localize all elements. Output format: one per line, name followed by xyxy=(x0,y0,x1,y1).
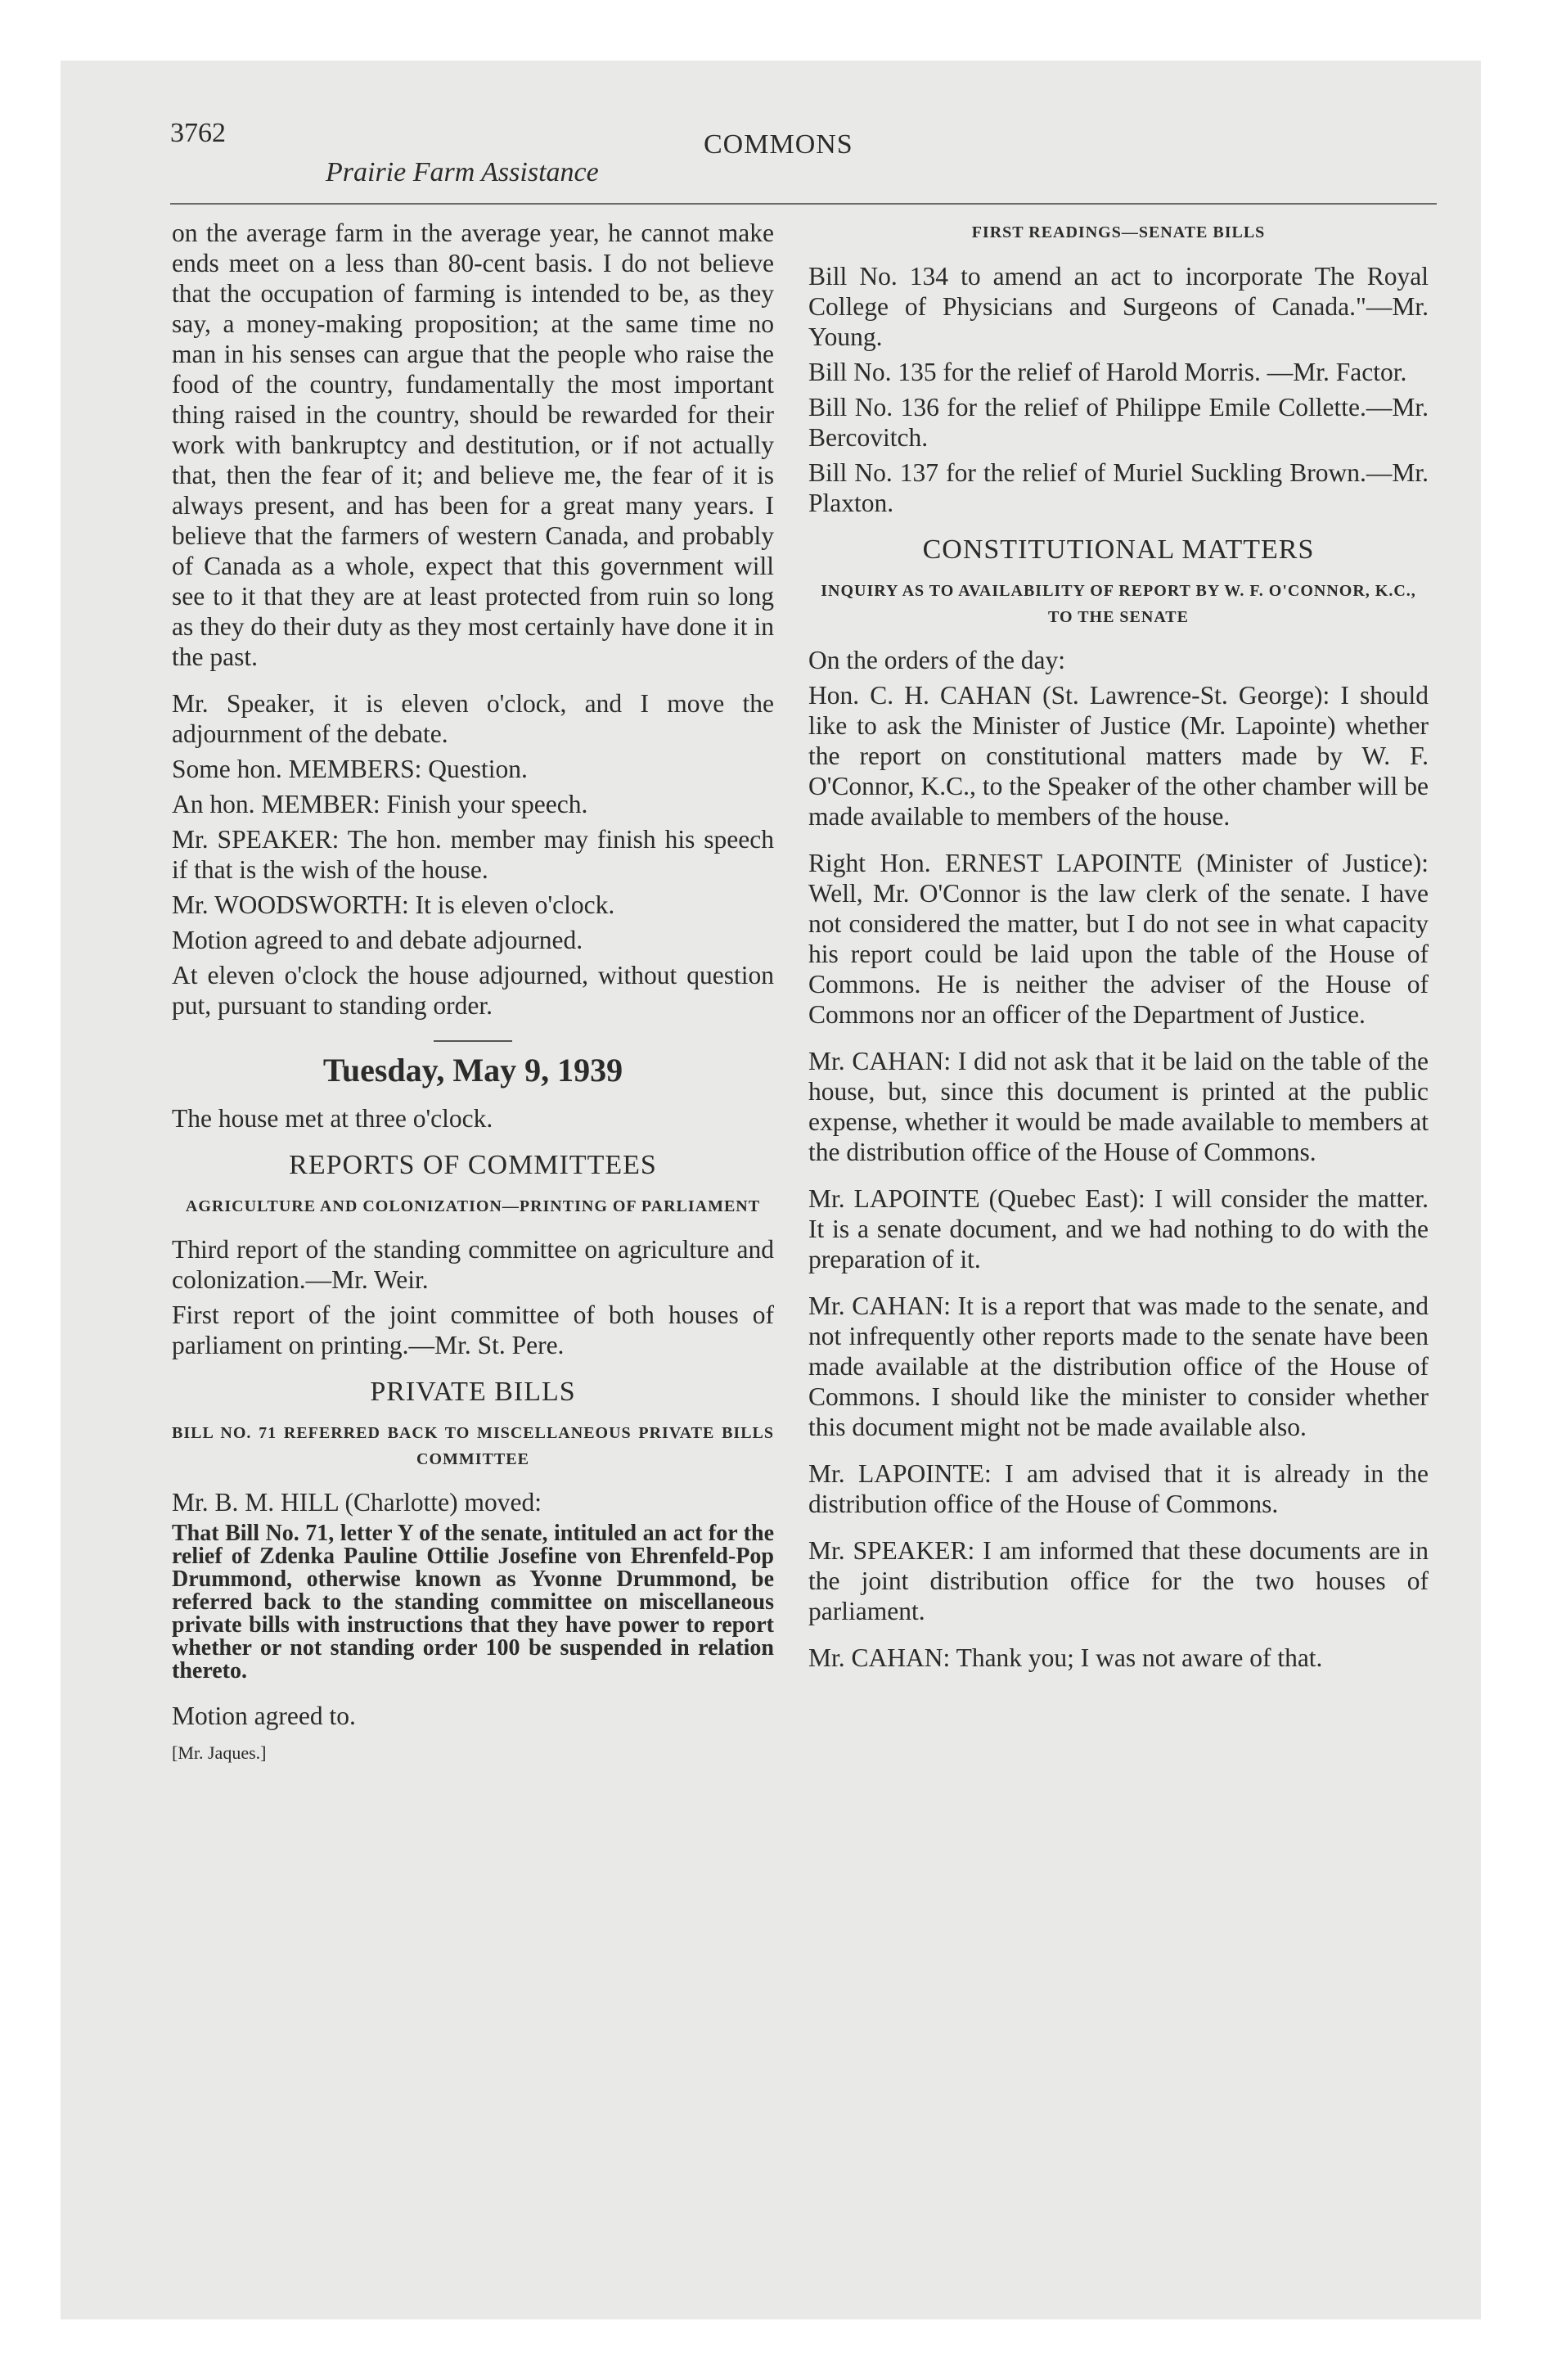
right-column xyxy=(808,218,1429,1689)
paragraph: First report of the joint committee of both houses of parliament on printing.—Mr. St. Pere. xyxy=(172,1300,774,1359)
left-column xyxy=(172,218,774,1768)
paragraph: on the average farm in the average year, he cannot make ends meet on a less than 80-cent basis. I do not believe that the occupation of farming is intended to be, as they say, a money-making proposition; at the same time no man in his senses can argue that the people who raise the food of the country, fundamentally the most important thing raised in the country, should be rewarded for their work with bankruptcy and destitution, or if not actually that, then the fear of it; and believe me, the fear of it is always present, and has been for a great many years. I believe that the farmers of western Canada, and probably of Canada as a whole, expect that this government will see to it that they are at least protected from ruin so long as they do their duty as they most certainly have done it in the past. xyxy=(172,219,774,671)
paragraph: Mr. CAHAN: I did not ask that it be laid on the table of the house, but, since this document is printed at the public expense, whether it would be made available to members at the distribution office of the House of Commons. xyxy=(808,1047,1429,1166)
paragraph: Mr. LAPOINTE: I am advised that it is already in the distribution office of the House of Commons. xyxy=(808,1459,1429,1518)
paragraph: Bill No. 137 for the relief of Muriel Suckling Brown.—Mr. Plaxton. xyxy=(808,458,1429,517)
subsection-heading: INQUIRY AS TO AVAILABILITY OF REPORT BY W. F. O'CONNOR, K.C., TO THE SENATE xyxy=(821,582,1416,626)
paragraph: The house met at three o'clock. xyxy=(172,1104,493,1133)
paragraph: Hon. C. H. CAHAN (St. Lawrence-St. George): I should like to ask the Minister of Justice (Mr. Lapointe) whether the report on constitutional matters made by W. F. O'Connor, K.C., to the Speaker of the other chamber will be made available to members of the house. xyxy=(808,681,1429,831)
paragraph: Mr. CAHAN: Thank you; I was not aware of that. xyxy=(808,1643,1323,1672)
subsection-heading: FIRST READINGS—SENATE BILLS xyxy=(971,223,1266,241)
paragraph: Mr. SPEAKER: I am informed that these documents are in the joint distribution office for the two houses of parliament. xyxy=(808,1536,1429,1625)
paragraph: Bill No. 136 for the relief of Philippe Emile Collette.—Mr. Bercovitch. xyxy=(808,393,1429,452)
section-heading: CONSTITUTIONAL MATTERS xyxy=(922,534,1315,565)
paragraph: Mr. B. M. HILL (Charlotte) moved: xyxy=(172,1488,542,1517)
section-heading: PRIVATE BILLS xyxy=(370,1377,576,1407)
paragraph: Some hon. MEMBERS: Question. xyxy=(172,755,528,783)
subsection-heading: AGRICULTURE AND COLONIZATION—PRINTING OF PARLIAMENT xyxy=(185,1197,761,1215)
paragraph: An hon. MEMBER: Finish your speech. xyxy=(172,790,588,818)
motion-text: That Bill No. 71, letter Y of the senate, intituled an act for the relief of Zdenka Pauline Ottilie Josefine von Ehrenfeld-Pop Drummond, otherwise known as Yvonne Drummond, be referred back to the standing committee on miscellaneous private bills with instructions that they have power to report whether or not standing order 100 be suspended in relation thereto. xyxy=(172,1521,774,1684)
page-header xyxy=(170,115,1438,205)
running-house: COMMONS xyxy=(704,129,853,160)
page-number: 3762 xyxy=(170,118,226,148)
running-subject: Prairie Farm Assistance xyxy=(326,157,599,187)
paragraph: Mr. Speaker, it is eleven o'clock, and I move the adjournment of the debate. xyxy=(172,689,774,748)
paragraph: Mr. SPEAKER: The hon. member may finish his speech if that is the wish of the house. xyxy=(172,825,774,884)
section-divider xyxy=(434,1040,512,1042)
paragraph: Mr. CAHAN: It is a report that was made to the senate, and not infrequently other reports made to the senate have been made available at the distribution office of the House of Commons. I should like the minister to consider whether this document might not be made available also. xyxy=(808,1291,1429,1441)
paragraph: Mr. WOODSWORTH: It is eleven o'clock. xyxy=(172,890,615,919)
paragraph: Motion agreed to. xyxy=(172,1702,356,1730)
paragraph: Motion agreed to and debate adjourned. xyxy=(172,926,583,954)
paragraph: Right Hon. ERNEST LAPOINTE (Minister of Justice): Well, Mr. O'Connor is the law clerk of the senate. I have not considered the matter, but I do not see in what capacity his report could be laid upon the table of the House of Commons. He is neither the adviser of the House of Commons nor an officer of the Department of Justice. xyxy=(808,849,1429,1029)
section-heading: REPORTS OF COMMITTEES xyxy=(289,1150,657,1180)
paragraph: Third report of the standing committee on agriculture and colonization.—Mr. Weir. xyxy=(172,1235,774,1294)
paragraph: Bill No. 135 for the relief of Harold Morris. —Mr. Factor. xyxy=(808,358,1407,386)
date-heading: Tuesday, May 9, 1939 xyxy=(322,1052,623,1089)
subsection-heading: BILL NO. 71 REFERRED BACK TO MISCELLANEOUS PRIVATE BILLS COMMITTEE xyxy=(172,1424,774,1468)
header-rule xyxy=(170,203,1437,205)
speaker-footnote: [Mr. Jaques.] xyxy=(172,1742,267,1763)
paragraph: Bill No. 134 to amend an act to incorporate The Royal College of Physicians and Surgeons of Canada."—Mr. Young. xyxy=(808,262,1429,351)
paragraph: At eleven o'clock the house adjourned, without question put, pursuant to standing order. xyxy=(172,961,774,1020)
paragraph: Mr. LAPOINTE (Quebec East): I will consider the matter. It is a senate document, and we had nothing to do with the preparation of it. xyxy=(808,1184,1429,1273)
paragraph: On the orders of the day: xyxy=(808,646,1066,674)
